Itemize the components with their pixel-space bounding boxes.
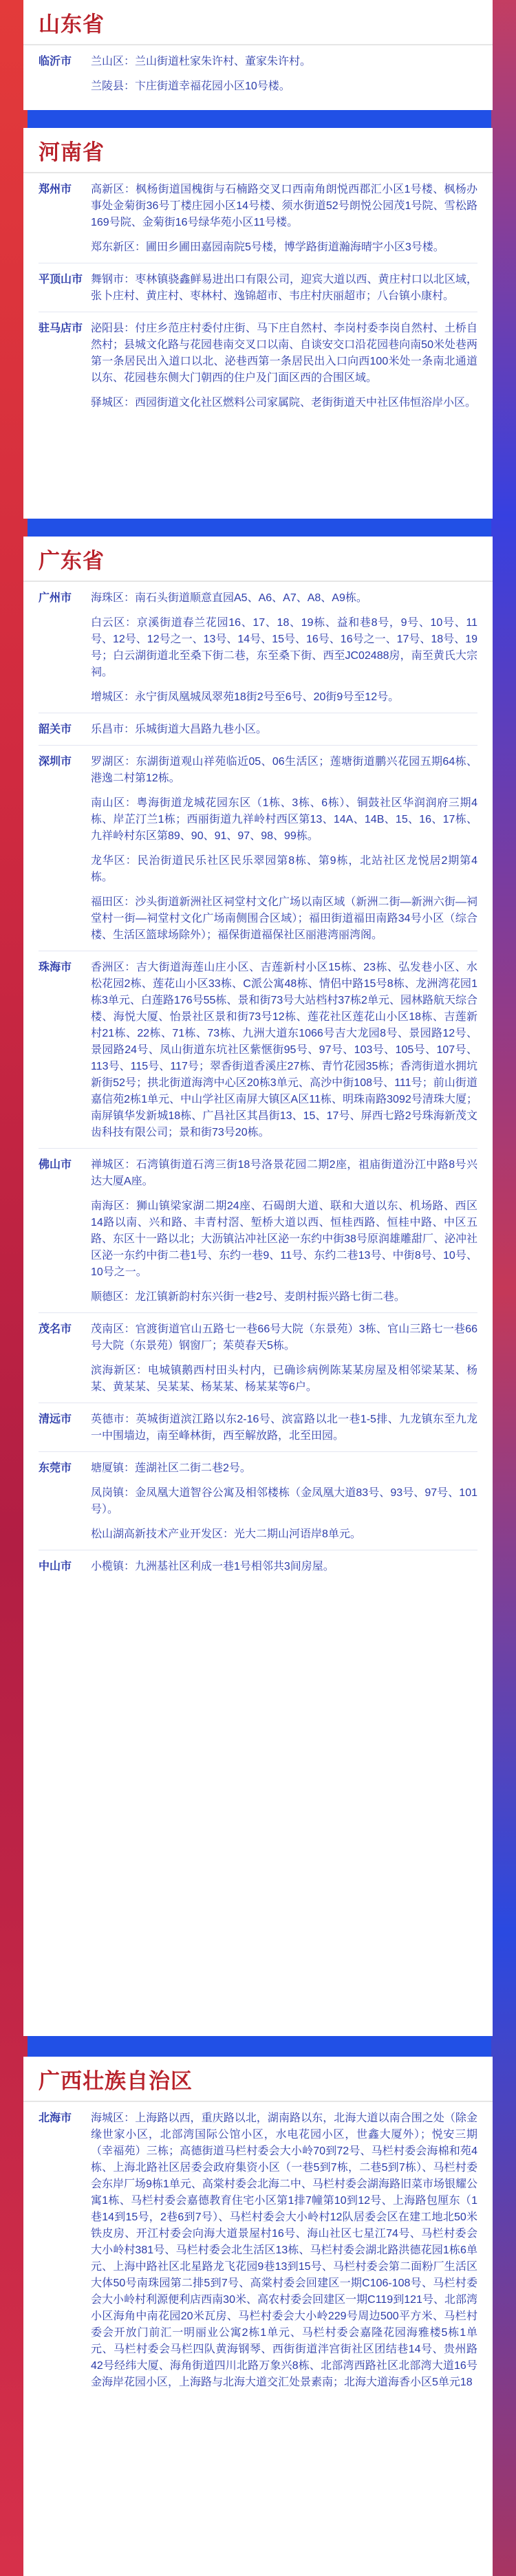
city-name: 珠海市	[39, 962, 72, 973]
city-name: 深圳市	[39, 756, 72, 768]
city-row	[39, 722, 477, 738]
province-body	[23, 182, 493, 411]
district-entry: 塘厦镇：莲湖社区二街二巷2号。	[91, 1462, 251, 1474]
city-divider	[39, 1148, 477, 1149]
district-entry: 香洲区：吉大街道海莲山庄小区、吉莲新村小区15栋、23栋、弘发巷小区、水松花园2栋、莲花山小区33栋、C派公寓48栋、情侣中路15号8栋、龙洲湾花园1栋3单元、白莲路176号55栋、景和街73号大站档村37栋2单元、园林路航天综合楼、海悦大厦、怡景社区景和街73号12栋、莲花社区莲花山小区18栋、吉莲新村21栋、22栋、71栋、73栋、九洲大道东1066号吉大龙园8号、景园路12号、景园路24号、凤山街道东坑社区紫惬街95号、97号、103号、105号、107号、113号、115号、117号；翠香街道香溪庄27栋、青竹花园35栋；香湾街道水拥坑新街52号；拱北街道海湾中心区20栋3单元、高沙中街108号、111号；前山街道嘉信苑2栋1单元、中山学社区南屏大镇区A区11栋、明珠南路3092号清珠大厦；南屏镇华发新城18栋、广昌社区其昌街13、15、17号、屏西七路2号珠海新茂文齿科技有限公司；景和街73号20栋。	[91, 962, 477, 1138]
city-name: 东莞市	[39, 1462, 72, 1474]
city-row	[39, 590, 477, 706]
district-entry: 凤岗镇：金凤凰大道智谷公寓及相邻楼栋（金凤凰大道83号、93号、97号、101号）。	[91, 1487, 477, 1515]
city-districts	[91, 54, 477, 95]
city-row	[39, 182, 477, 256]
district-entry: 乐昌市：乐城街道大昌路九巷小区。	[91, 724, 268, 735]
city-districts	[91, 1559, 477, 1575]
district-entry: 顺德区：龙江镇新韵村东兴街一巷2号、麦朗村振兴路七街二巷。	[91, 1291, 405, 1303]
district-entry: 小榄镇：九洲基社区利成一巷1号相邻共3间房屋。	[91, 1561, 334, 1572]
city-name: 郑州市	[39, 184, 72, 195]
city-row	[39, 1460, 477, 1543]
province-body	[23, 54, 493, 95]
district-entry: 兰山区：兰山街道杜家朱许村、董家朱许村。	[91, 56, 312, 67]
district-entry: 泌阳县：付庄乡范庄村委付庄街、马下庄自然村、李岗村委李岗自然村、土桥自然村；县城文化路与花园巷南交叉口以南、自谈安交口沿花园巷向南50米处巷两第一条居民出入道口以北、泌巷西第一条居民出入口向西100米处一条南北通道以东、花园巷东侧大门朝西的住户及门面区西的合围区域。	[91, 323, 477, 384]
province-body	[23, 590, 493, 1575]
province-title: 广西壮族自治区	[23, 2057, 493, 2102]
city-districts	[91, 754, 477, 944]
district-entry: 海珠区：南石头街道顺意直园A5、A6、A7、A8、A9栋。	[91, 592, 367, 604]
province-title: 山东省	[23, 0, 493, 45]
province-panel	[23, 537, 493, 2036]
city-name: 清远市	[39, 1414, 72, 1425]
district-entry: 龙华区：民治街道民乐社区民乐翠园第8栋、第9栋，北站社区龙悦居2期第4栋。	[91, 855, 477, 883]
city-districts	[91, 1321, 477, 1396]
city-name: 北海市	[39, 2112, 72, 2124]
district-entry: 白云区：京溪街道春兰花园16、17、18、19栋、益和巷8号，9号、10号、11号、12号、12号之一、13号、14号、15号、16号、16号之一、17号、18号、19号；白云湖街道北至桑下街二巷，东至桑下街、西至JC02488房，南至黄氏大宗祠。	[91, 617, 477, 678]
city-districts	[91, 2110, 477, 2391]
city-name: 驻马店市	[39, 323, 83, 334]
city-row	[39, 1411, 477, 1444]
district-entry: 舞钢市：枣林镇骁鑫鲜易进出口有限公司，迎宾大道以西、黄庄村口以北区域，张卜庄村、黄庄村、枣林村、逸锦超市、韦庄村庆丽超市；八台镇小康村。	[91, 274, 477, 302]
province-body	[23, 2110, 493, 2391]
province-title: 广东省	[23, 537, 493, 582]
city-districts	[91, 1460, 477, 1543]
district-entry: 兰陵县：卞庄街道幸福花园小区10号楼。	[91, 80, 290, 92]
city-districts	[91, 1157, 477, 1306]
city-row	[39, 2110, 477, 2391]
district-entry: 英德市：英城街道滨江路以东2-16号、滨富路以北一巷1-5排、九龙镇东至九龙一中围墙边，南至峰林街，西至解放路，北至田园。	[91, 1414, 477, 1442]
city-name: 佛山市	[39, 1159, 72, 1171]
city-row	[39, 754, 477, 944]
city-name: 临沂市	[39, 56, 72, 67]
district-entry: 禅城区：石湾镇街道石湾三街18号洛景花园二期2座，祖庙街道汾江中路8号兴达大厦A座。	[91, 1159, 477, 1187]
city-name: 韶关市	[39, 724, 72, 735]
district-entry: 松山湖高新技术产业开发区：光大二期山河语岸8单元。	[91, 1528, 361, 1540]
city-row	[39, 272, 477, 305]
district-entry: 高新区：枫杨街道国槐街与石楠路交叉口西南角朗悦西郡汇小区1号楼、枫杨办事处金菊街36号丁楼庄园小区14号楼、须水街道52号朗悦公园茂1号院、雪松路169号院、金菊街16号绿华苑小区11号楼。	[91, 184, 477, 228]
right-decor-band	[491, 0, 516, 2576]
district-entry: 罗湖区：东湖街道观山祥苑临近05、06生活区；莲塘街道鹏兴花园五期64栋、港逸二村第12栋。	[91, 756, 477, 784]
city-divider	[39, 1312, 477, 1313]
district-entry: 驿城区：西园街道文化社区燃料公司家属院、老街街道天中社区伟恒浴岸小区。	[91, 397, 477, 409]
city-row	[39, 1559, 477, 1575]
city-row	[39, 54, 477, 95]
city-row	[39, 960, 477, 1141]
city-districts	[91, 1411, 477, 1444]
city-divider	[39, 745, 477, 746]
city-row	[39, 1157, 477, 1306]
district-entry: 增城区：永宁街凤凰城凤翠苑18街2号至6号、20街9号至12号。	[91, 691, 400, 703]
city-name: 中山市	[39, 1561, 72, 1572]
district-entry: 茂南区：官渡街道官山五路七一巷66号大院（东景苑）3栋、官山三路七一巷66号大院（东景苑）钢窗厂；茱萸春天5栋。	[91, 1323, 477, 1352]
city-districts	[91, 722, 477, 738]
city-districts	[91, 182, 477, 256]
city-districts	[91, 321, 477, 411]
city-name: 广州市	[39, 592, 72, 604]
city-divider	[39, 1451, 477, 1452]
city-name: 茂名市	[39, 1323, 72, 1335]
district-entry: 滨海新区：电城镇鹅西村田头村内，已确诊病例陈某某房屋及相邻梁某某、杨某、黄某某、吴某某、杨某某、杨某某等6户。	[91, 1365, 477, 1393]
city-districts	[91, 960, 477, 1141]
province-panel	[23, 0, 493, 110]
city-row	[39, 1321, 477, 1396]
district-entry: 南山区：粤海街道龙城花园东区（1栋、3栋、6栋）、铜鼓社区华润润府三期4栋、岸芷汀兰1栋；西丽街道九祥岭村西区第13、14A、14B、15、16、17栋、九祥岭村东区第89、90、91、97、98、99栋。	[91, 797, 477, 842]
city-row	[39, 321, 477, 411]
province-title: 河南省	[23, 128, 493, 173]
province-panel	[23, 2057, 493, 2576]
district-entry: 海城区：上海路以西，重庆路以北，湖南路以东，北海大道以南合围之处（除金缘世家小区，北部湾国际公馆小区，水电花园小区，世鑫大厦外）；悦安三期（幸福苑）三栋；高德街道马栏村委会大小岭70到72号、马栏村委会海棉和苑4栋、上海北路社区居委会政府集资小区（一巷5到7栋，二巷5到7栋）、马栏村委会东岸厂场9栋1单元、高棠村委会北海二中、马栏村委会湖海路旧菜市场银耀公寓1栋、马栏村委会嘉德教育住宅小区第1排7幢第10到12号、上海路包厘东（1巷14到15号，2巷6到7号）、马栏村委会大小岭村12队居委会区在建工地北50米铁皮房、开江村委会向海大道景屋村16号、海山社区七星江74号、马栏村委会大小岭村381号、马栏村委会北生活区13栋、马栏村委会湖北路洪德花园1栋6单元、上海中路社区北星路龙飞花园9巷13到15号、马栏村委会第二面粉厂生活区大体50号南珠园第二排5到7号、高棠村委会回建区一期C106-108号、马栏村委会大小岭村利源便利店西南30米、高农村委会回建区一期C119到121号、北部湾小区海角中南花园20米瓦房、马栏村委会大小岭229号周边500平方米、马栏村委会开放门前汇一明丽业公寓2栋1单元、马栏村委会嘉隆花园海雅楼5栋1单元、马栏村委会马栏四队黄海钢琴、西街街道泮宫街社区团结巷14号、贵州路42号经纬大厦、海角街道四川北路万象兴8栋、北部湾西路社区北部湾大道16号金海岸花园小区，上海路与北海大道交汇处景素南；北海大道海香小区5单元18	[91, 2112, 477, 2388]
city-name: 平顶山市	[39, 274, 83, 285]
city-districts	[91, 272, 477, 305]
city-districts	[91, 590, 477, 706]
province-panel	[23, 128, 493, 519]
district-entry: 南海区：狮山镇梁家湖二期24座、石碣朗大道、联和大道以东、机场路、西区14路以南、兴和路、丰青村滘、堑桥大道以西、恒桂西路、恒桂中路、中区五路、东区十一路以北；大沥镇沾冲社区泌一东约中街38号原润雄雕甜厂、泌冲社区泌一东约中街二巷1号、东约一巷9、11号、东约二巷13号、中街8号、10号、10号之一。	[91, 1200, 477, 1278]
district-entry: 福田区：沙头街道新洲社区祠堂村文化广场以南区域（新洲二街—新洲六街—祠堂村一街—祠堂村文化广场南侧围合区域）；福田街道福田南路34号小区（综合楼、生活区篮球场除外）；福保街道福保社区丽港湾丽湾阁。	[91, 896, 477, 941]
district-entry: 郑东新区：圃田乡圃田嘉园南院5号楼，博学路街道瀚海晴宇小区3号楼。	[91, 241, 444, 253]
